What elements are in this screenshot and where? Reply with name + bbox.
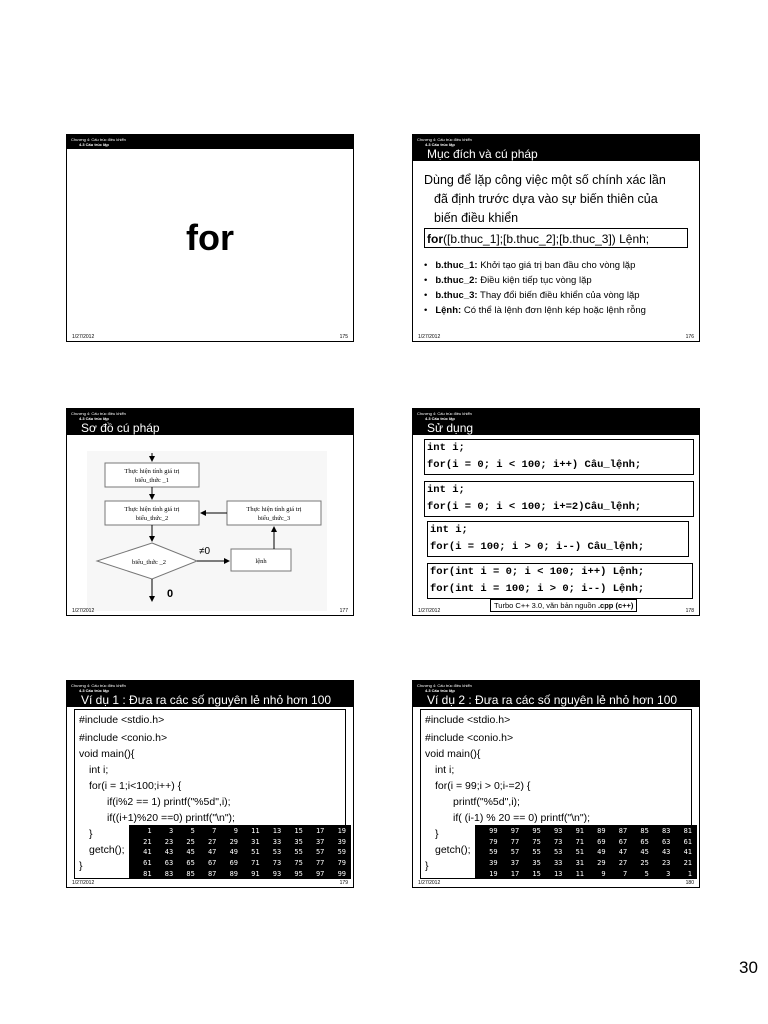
syntax-bullets [424,258,646,318]
output-number: 51 [251,848,260,857]
chapter-label: Chương 4: Cấu trúc điều khiển [71,137,126,142]
output-number: 21 [683,859,692,868]
section-label: 4.3 Cấu trúc lặp [79,416,109,421]
output-number: 1 [687,869,692,878]
slide-header [413,135,699,161]
eval-box-line: biểu_thức_2 [135,515,169,522]
output-number: 27 [618,859,628,868]
output-number: 3 [666,869,671,878]
output-number: 99 [337,869,346,878]
console-output [475,825,697,879]
output-number: 21 [143,837,152,846]
code-example-4: for(int i = 0; i < 100; i++) Lệnh; for(int i = 100; i > 0; i--) Lệnh; [427,563,693,599]
output-number: 39 [489,859,498,868]
update-box-line: Thực hiện tính giá trị [246,506,302,513]
output-number: 99 [489,827,498,835]
output-number: 23 [164,837,174,846]
slide-number: 178 [685,608,694,614]
code-line: } [435,828,439,840]
nonzero-label: ≠0 [199,546,211,557]
output-number: 69 [229,859,238,868]
page-number: 30 [739,958,758,977]
output-number: 27 [207,837,217,846]
output-number: 89 [229,869,238,878]
output-number: 75 [532,837,541,846]
slide-date: 1/27/2012 [418,334,441,340]
eval-box-line: Thực hiện tính giá trị [124,506,180,513]
output-number: 49 [229,848,238,857]
output-number: 3 [168,827,174,835]
output-number: 9 [233,827,238,835]
output-number: 47 [618,848,628,857]
slide-number: 175 [339,334,348,340]
slide-header [413,409,699,435]
output-number: 67 [618,837,628,846]
output-number: 7 [622,869,628,878]
output-number: 87 [618,827,628,835]
slide-title: Sử dụng [427,421,474,435]
section-label: 4.3 Cấu trúc lặp [79,142,109,147]
output-number: 1 [147,827,152,835]
chapter-label: Chương 4: Cấu trúc điều khiển [417,683,472,688]
code-line: if(i%2 == 1) printf("%5d",i); [107,796,231,808]
output-number: 15 [532,869,541,878]
slide-title: Mục đích và cú pháp [427,147,538,161]
output-number: 19 [337,827,346,835]
output-number: 75 [294,859,303,868]
output-number: 83 [164,869,174,878]
output-number: 5 [190,827,195,835]
code-line: #include <conio.h> [79,732,168,744]
output-number: 65 [186,859,195,868]
code-line: #include <stdio.h> [79,714,165,726]
slide-header [67,135,353,149]
syntax-keyword: for [427,232,443,246]
output-number: 37 [315,837,325,846]
condition-label: biểu_thức _2 [131,559,167,566]
output-number: 45 [186,848,195,857]
output-number: 89 [597,827,606,835]
code-line: #include <stdio.h> [425,714,511,726]
code-line: getch(); [89,844,125,856]
output-number: 53 [553,848,563,857]
slide-number: 180 [685,880,694,886]
output-number: 61 [143,859,152,868]
slide-175 [66,134,354,342]
output-number: 73 [272,859,282,868]
output-number: 13 [553,869,563,878]
output-number: 25 [186,837,195,846]
output-number: 97 [510,827,520,835]
slide-179 [66,680,354,888]
output-number: 51 [575,848,584,857]
code-line: int i; [435,764,455,776]
output-number: 17 [510,869,520,878]
output-number: 69 [597,837,606,846]
section-label: 4.3 Cấu trúc lặp [425,416,455,421]
description-line: biến điều khiển [434,211,519,225]
console-output [129,825,351,879]
output-number: 5 [644,869,649,878]
chapter-label: Chương 4: Cấu trúc điều khiển [417,137,472,142]
output-number: 87 [207,869,217,878]
output-number: 71 [251,859,260,868]
code-line: if((i+1)%20 ==0) printf("\n"); [107,812,235,824]
slide-title: Ví dụ 1 : Đưa ra các số nguyên lẻ nhỏ hơn 100 [81,693,332,707]
output-number: 45 [640,848,649,857]
flowchart [87,451,327,611]
output-number: 33 [553,859,563,868]
slide-date: 1/27/2012 [72,880,95,886]
section-label: 4.3 Cấu trúc lặp [425,142,455,147]
output-number: 55 [532,848,541,857]
output-number: 79 [337,859,346,868]
output-number: 29 [597,859,606,868]
code-line: void main(){ [79,748,135,760]
chapter-label: Chương 4: Cấu trúc điều khiển [417,411,472,416]
output-number: 83 [661,827,671,835]
output-number: 73 [553,837,563,846]
code-example-3: int i; for(i = 100; i > 0; i--) Câu_lệnh; [427,521,689,557]
output-number: 95 [532,827,541,835]
slide-date: 1/27/2012 [72,334,95,340]
chapter-label: Chương 4: Cấu trúc điều khiển [71,683,126,688]
slide-header [67,409,353,435]
description [424,171,666,228]
output-number: 49 [597,848,606,857]
slide-date: 1/27/2012 [418,880,441,886]
slide-title: Ví dụ 2 : Đưa ra các số nguyên lẻ nhỏ hơn 100 [427,693,678,707]
code-line: printf("%5d",i); [453,796,520,808]
output-number: 33 [272,837,282,846]
code-line: int i; [89,764,109,776]
output-number: 31 [575,859,584,868]
description-line: đã định trước dựa vào sự biến thiên của [434,192,658,206]
compiler-note: Turbo C++ 3.0, văn bản nguồn .cpp (c++) [490,599,637,612]
output-number: 19 [489,869,498,878]
output-number: 79 [489,837,498,846]
output-number: 11 [575,869,584,878]
output-number: 55 [294,848,303,857]
output-number: 53 [272,848,282,857]
output-number: 77 [510,837,520,846]
slide-header [67,681,353,707]
output-number: 85 [186,869,195,878]
code-line: getch(); [435,844,471,856]
slide-177 [66,408,354,616]
output-number: 57 [510,848,520,857]
init-box-line: biểu_thức _1 [134,477,170,484]
chapter-label: Chương 4: Cấu trúc điều khiển [71,411,126,416]
output-number: 91 [575,827,584,835]
output-number: 57 [315,848,325,857]
output-number: 93 [272,869,282,878]
code-example-1: int i; for(i = 0; i < 100; i++) Câu_lệnh; [424,439,694,475]
output-number: 35 [532,859,541,868]
zero-label: 0 [167,588,174,600]
statement-label: lệnh [255,558,267,565]
slide-number: 176 [685,334,694,340]
bullet-item: • b.thuc_3: Thay đổi biến điều khiển của vòng lặp [424,288,646,303]
output-number: 9 [601,869,606,878]
slide-number: 177 [339,608,348,614]
output-number: 39 [337,837,346,846]
slide-number: 179 [339,880,348,886]
slide-big-title: for [186,217,234,258]
init-box-line: Thực hiện tính giá trị [124,468,180,475]
slide-178 [412,408,700,616]
output-number: 35 [294,837,303,846]
code-line: } [425,860,429,872]
output-number: 41 [143,848,152,857]
code-line: for(i = 99;i > 0;i-=2) { [435,780,531,792]
output-number: 63 [164,859,174,868]
slide-date: 1/27/2012 [72,608,95,614]
slide-176 [412,134,700,342]
output-number: 17 [315,827,325,835]
output-number: 81 [683,827,692,835]
slide-date: 1/27/2012 [418,608,441,614]
bullet-item: • b.thuc_2: Điều kiện tiếp tục vòng lặp [424,273,646,288]
output-number: 23 [661,859,671,868]
output-number: 77 [315,859,325,868]
output-number: 59 [489,848,498,857]
code-example-2: int i; for(i = 0; i < 100; i+=2)Câu_lệnh; [424,481,694,517]
bullet-item: • Lệnh: Có thể là lệnh đơn lệnh kép hoặc lệnh rỗng [424,303,646,318]
code-line: if( (i-1) % 20 == 0) printf("\n"); [453,812,590,824]
code-line: void main(){ [425,748,481,760]
output-number: 43 [661,848,671,857]
code-line: } [89,828,93,840]
output-number: 13 [272,827,282,835]
output-number: 59 [337,848,346,857]
output-number: 63 [661,837,671,846]
output-number: 81 [143,869,152,878]
output-number: 11 [251,827,260,835]
output-number: 43 [164,848,174,857]
output-number: 31 [251,837,260,846]
output-number: 29 [229,837,238,846]
output-number: 65 [640,837,649,846]
section-label: 4.3 Cấu trúc lặp [425,688,455,693]
slide-header [413,681,699,707]
output-number: 41 [683,848,692,857]
output-number: 15 [294,827,303,835]
output-number: 97 [315,869,325,878]
output-number: 95 [294,869,303,878]
code-line: } [79,860,83,872]
update-box-line: biểu_thức_3 [257,515,291,522]
output-number: 47 [207,848,217,857]
code-line: #include <conio.h> [425,732,514,744]
output-number: 37 [510,859,520,868]
output-number: 67 [207,859,217,868]
bullet-item: • b.thuc_1: Khởi tạo giá trị ban đầu cho vòng lặp [424,258,646,273]
syntax-box [424,228,688,248]
slide-180 [412,680,700,888]
output-number: 91 [251,869,260,878]
output-number: 61 [683,837,692,846]
description-line: Dùng để lặp công việc một số chính xác lần [424,173,666,187]
output-number: 25 [640,859,649,868]
output-number: 93 [553,827,563,835]
slide-title: Sơ đồ cú pháp [81,421,160,435]
output-number: 71 [575,837,584,846]
code-line: for(i = 1;i<100;i++) { [89,780,182,792]
syntax-rest: ([b.thuc_1];[b.thuc_2];[b.thuc_3]) Lệnh; [443,232,650,246]
section-label: 4.3 Cấu trúc lặp [79,688,109,693]
output-number: 85 [640,827,649,835]
output-number: 7 [212,827,217,835]
